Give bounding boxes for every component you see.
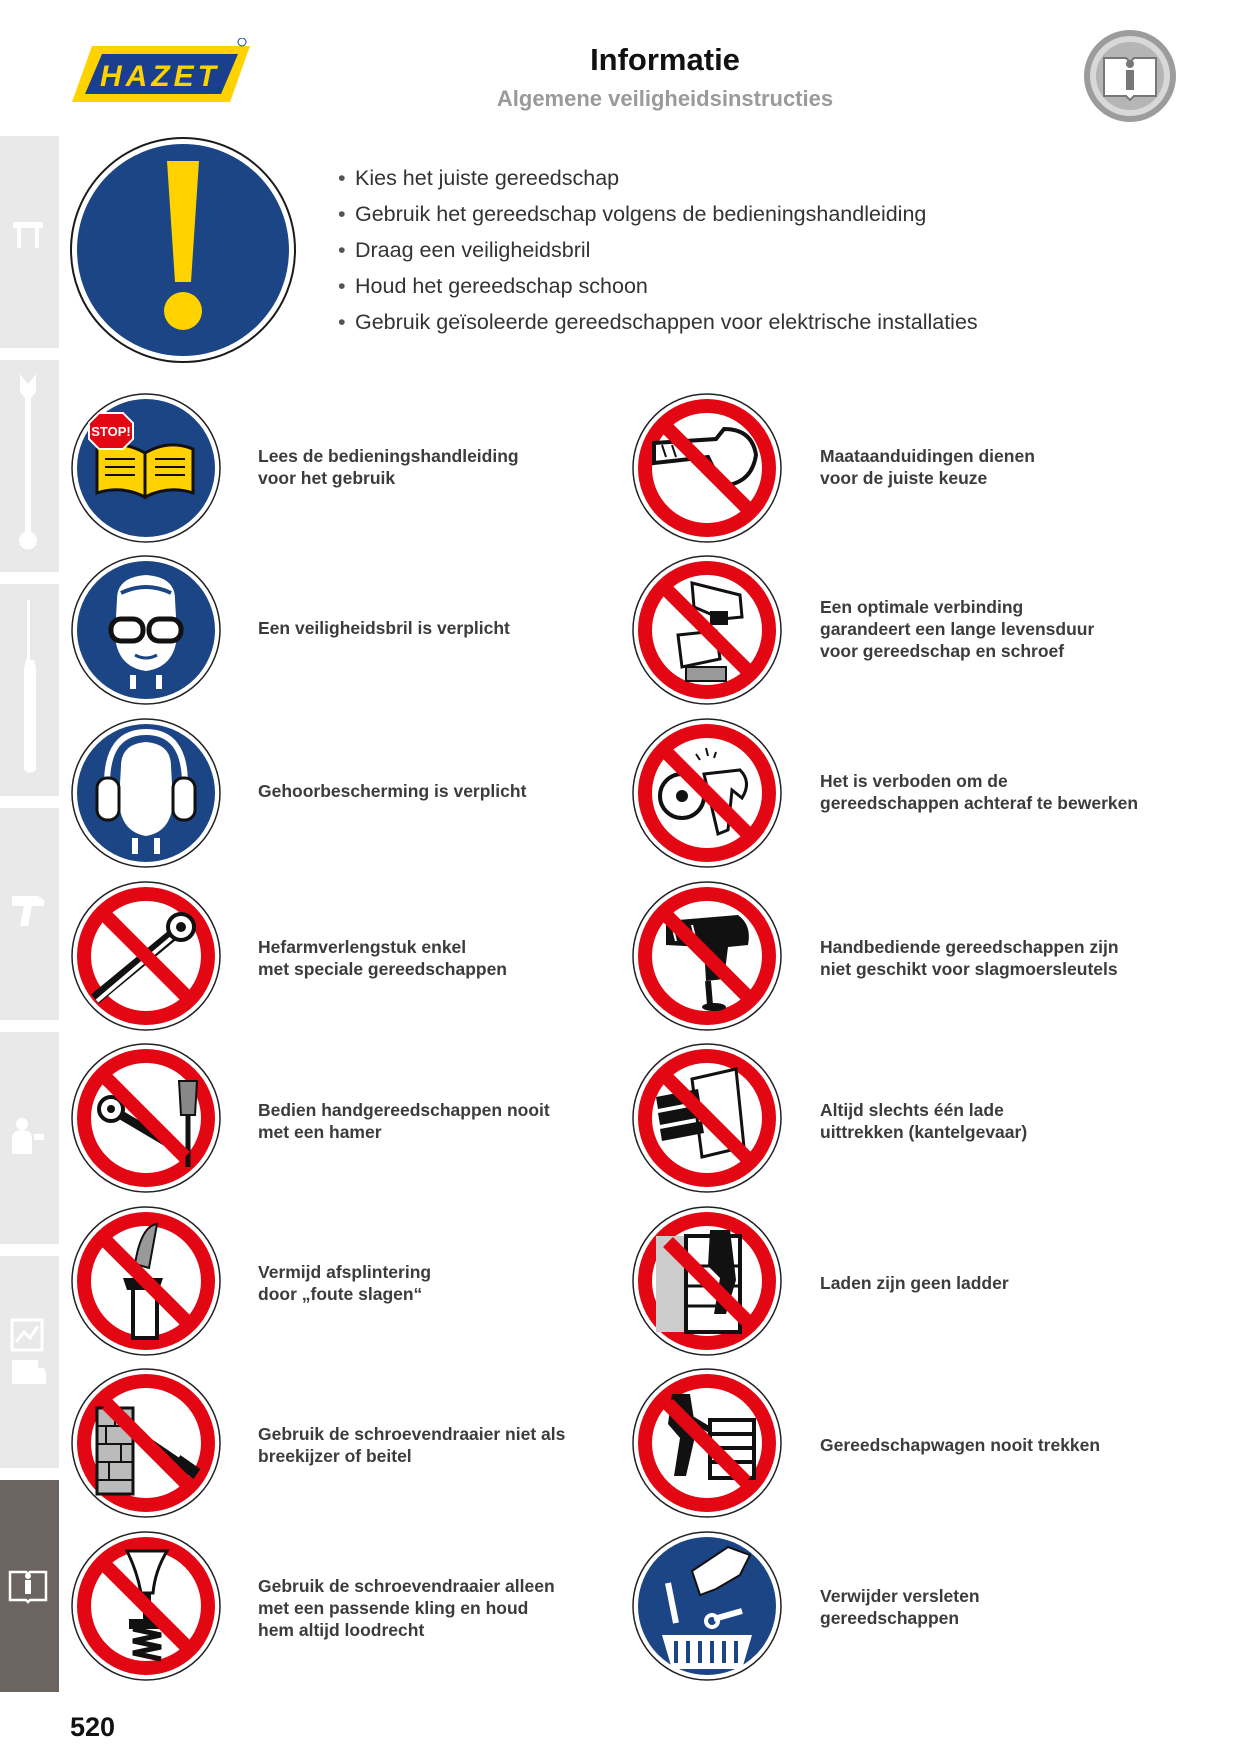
- list-item: • Gebruik geïsoleerde gereedschappen voor elektrische installaties: [338, 304, 978, 340]
- info-book-icon: [8, 1566, 48, 1606]
- no-hammer-icon: [71, 1043, 221, 1193]
- tab-information[interactable]: [0, 1480, 59, 1692]
- caption-no-grinding: Het is verboden om de gereedschappen achteraf te bewerken: [820, 771, 1139, 813]
- caption-no-impact-wrench: Handbediende gereedschappen zijn niet geschikt voor slagmoersleutels: [820, 937, 1119, 979]
- tab-screwdrivers[interactable]: [0, 584, 59, 796]
- diagnostics-icon: [8, 1316, 48, 1396]
- read-manual-icon: [71, 393, 221, 543]
- wrench-icon: [8, 370, 48, 560]
- caption-screwdriver-upright: Gebruik de schroevendraaier alleen met een passende kling en houd hem altijd loodrecht: [258, 1576, 555, 1640]
- caption-pry-bar: Gebruik de schroevendraaier niet als breekijzer of beitel: [258, 1424, 566, 1466]
- tab-pneumatic[interactable]: [0, 808, 59, 1020]
- page-title: Informatie: [590, 42, 740, 77]
- caption-one-drawer: Altijd slechts één lade uittrekken (kantelgevaar): [820, 1100, 1028, 1142]
- caption-no-pull-trolley: Gereedschapwagen nooit trekken: [820, 1435, 1101, 1455]
- list-item: • Houd het gereedschap schoon: [338, 268, 978, 304]
- no-wrong-blows-icon: [71, 1206, 221, 1356]
- no-pull-trolley-icon: [632, 1368, 782, 1518]
- caption-dispose-worn-tools: Verwijder versleten gereedschappen: [820, 1586, 980, 1628]
- caption-wrong-blows: Vermijd afsplintering door „foute slagen“: [258, 1262, 432, 1304]
- no-ladder-icon: [632, 1206, 782, 1356]
- caption-read-manual: Lees de bedieningshandleiding voor het gebruik: [258, 446, 519, 488]
- tab-wrenches[interactable]: [0, 360, 59, 572]
- caption-proper-fit: Een optimale verbinding garandeert een lange levensduur voor gereedschap en schroef: [820, 597, 1095, 661]
- screwdriver-icon: [8, 598, 48, 778]
- tab-workshop[interactable]: [0, 136, 59, 348]
- air-tool-icon: [8, 890, 48, 930]
- proper-fit-icon: [632, 555, 782, 705]
- no-grinding-icon: [632, 718, 782, 868]
- page-subtitle: Algemene veiligheidsinstructies: [496, 86, 834, 111]
- tab-service[interactable]: [0, 1032, 59, 1244]
- caption-ear-protection: Gehoorbescherming is verplicht: [258, 781, 527, 801]
- ear-protection-icon: [71, 718, 221, 868]
- caption-extension-bar: Hefarmverlengstuk enkel met speciale gereedschappen: [258, 937, 507, 979]
- stop-sticker-text: STOP!: [91, 424, 131, 439]
- general-warning-icon: [70, 137, 296, 363]
- tab-diagnostics[interactable]: [0, 1256, 59, 1468]
- page-number: 520: [70, 1712, 116, 1742]
- no-impact-wrench-icon: [632, 881, 782, 1031]
- caption-goggles: Een veiligheidsbril is verplicht: [258, 618, 510, 638]
- list-item: • Kies het juiste gereedschap: [338, 160, 978, 196]
- caption-no-ladder: Laden zijn geen ladder: [820, 1273, 1009, 1293]
- caption-size-marking: Maataanduidingen dienen voor de juiste keuze: [820, 446, 1035, 488]
- caption-no-hammer: Bedien handgereedschappen nooit met een hamer: [258, 1100, 550, 1142]
- size-marking-icon: [632, 393, 782, 543]
- screwdriver-upright-icon: [71, 1531, 221, 1681]
- svg-text:HAZET: HAZET: [100, 60, 220, 93]
- mechanic-icon: [8, 1116, 48, 1156]
- list-item: • Gebruik het gereedschap volgens de bedieningshandleiding: [338, 196, 978, 232]
- one-drawer-icon: [632, 1043, 782, 1193]
- general-instructions-list: [338, 160, 978, 340]
- safety-goggles-icon: [71, 555, 221, 705]
- info-badge-icon: [1082, 28, 1178, 124]
- no-pry-bar-icon: [71, 1368, 221, 1518]
- workbench-icon: [8, 214, 48, 254]
- no-extension-bar-icon: [71, 881, 221, 1031]
- list-item: • Draag een veiligheidsbril: [338, 232, 978, 268]
- dispose-worn-tools-icon: [632, 1531, 782, 1681]
- hazet-logo: [70, 38, 252, 110]
